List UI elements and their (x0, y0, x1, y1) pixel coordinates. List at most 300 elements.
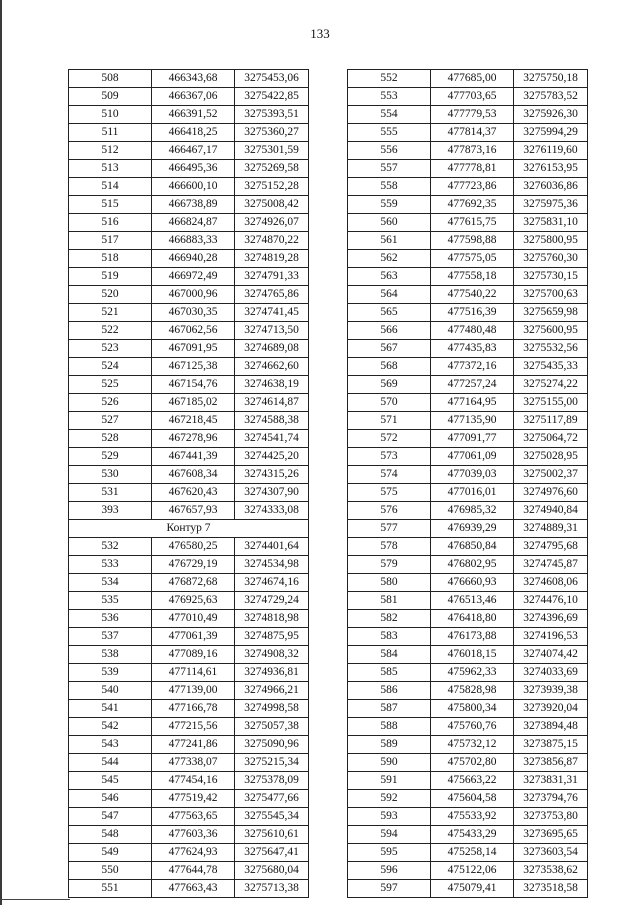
point-number-cell: 590 (348, 754, 431, 772)
y-coordinate-cell: 3275453,06 (235, 70, 309, 88)
x-coordinate-cell: 477663,43 (152, 880, 235, 898)
x-coordinate-cell: 476729,19 (152, 556, 235, 574)
table-row (348, 682, 588, 700)
y-coordinate-cell: 3275994,29 (514, 124, 588, 142)
table-row (69, 88, 309, 106)
x-coordinate-cell: 477644,78 (152, 862, 235, 880)
point-number-cell: 528 (69, 430, 152, 448)
point-number-cell: 552 (348, 70, 431, 88)
table-row (348, 322, 588, 340)
x-coordinate-cell: 477061,39 (152, 628, 235, 646)
y-coordinate-cell: 3275800,95 (514, 232, 588, 250)
point-number-cell: 593 (348, 808, 431, 826)
x-coordinate-cell: 475732,12 (431, 736, 514, 754)
table-row (348, 574, 588, 592)
point-number-cell: 577 (348, 520, 431, 538)
page-edge (0, 0, 2, 905)
y-coordinate-cell: 3274936,81 (235, 664, 309, 682)
x-coordinate-cell: 477814,37 (431, 124, 514, 142)
table-row (69, 124, 309, 142)
point-number-cell: 582 (348, 610, 431, 628)
x-coordinate-cell: 477480,48 (431, 322, 514, 340)
point-number-cell: 537 (69, 628, 152, 646)
y-coordinate-cell: 3275750,18 (514, 70, 588, 88)
table-row (348, 142, 588, 160)
x-coordinate-cell: 467125,38 (152, 358, 235, 376)
x-coordinate-cell: 467030,35 (152, 304, 235, 322)
table-row (69, 304, 309, 322)
point-number-cell: 595 (348, 844, 431, 862)
section-row (69, 520, 309, 538)
y-coordinate-cell: 3275477,66 (235, 790, 309, 808)
table-row (348, 376, 588, 394)
table-row (69, 736, 309, 754)
table-row (69, 844, 309, 862)
point-number-cell: 549 (69, 844, 152, 862)
point-number-cell: 529 (69, 448, 152, 466)
x-coordinate-cell: 466495,36 (152, 160, 235, 178)
y-coordinate-cell: 3274476,10 (514, 592, 588, 610)
x-coordinate-cell: 477598,88 (431, 232, 514, 250)
x-coordinate-cell: 475800,34 (431, 700, 514, 718)
point-number-cell: 597 (348, 880, 431, 898)
y-coordinate-cell: 3274608,06 (514, 574, 588, 592)
y-coordinate-cell: 3274976,60 (514, 484, 588, 502)
y-coordinate-cell: 3274741,45 (235, 304, 309, 322)
point-number-cell: 562 (348, 250, 431, 268)
x-coordinate-cell: 475828,98 (431, 682, 514, 700)
point-number-cell: 527 (69, 412, 152, 430)
y-coordinate-cell: 3275713,38 (235, 880, 309, 898)
table-row (69, 754, 309, 772)
y-coordinate-cell: 3274818,98 (235, 610, 309, 628)
y-coordinate-cell: 3273894,48 (514, 718, 588, 736)
x-coordinate-cell: 476660,93 (431, 574, 514, 592)
point-number-cell: 558 (348, 178, 431, 196)
x-coordinate-cell: 475663,22 (431, 772, 514, 790)
table-row (69, 178, 309, 196)
x-coordinate-cell: 466738,89 (152, 196, 235, 214)
y-coordinate-cell: 3274588,38 (235, 412, 309, 430)
y-coordinate-cell: 3274689,08 (235, 340, 309, 358)
table-row (348, 448, 588, 466)
x-coordinate-cell: 477624,93 (152, 844, 235, 862)
table-row (348, 592, 588, 610)
x-coordinate-cell: 477563,65 (152, 808, 235, 826)
table-row (69, 250, 309, 268)
x-coordinate-cell: 467000,96 (152, 286, 235, 304)
y-coordinate-cell: 3275926,30 (514, 106, 588, 124)
y-coordinate-cell: 3274662,60 (235, 358, 309, 376)
y-coordinate-cell: 3274889,31 (514, 520, 588, 538)
x-coordinate-cell: 466391,52 (152, 106, 235, 124)
point-number-cell: 546 (69, 790, 152, 808)
x-coordinate-cell: 467154,76 (152, 376, 235, 394)
table-row (69, 826, 309, 844)
y-coordinate-cell: 3274729,24 (235, 592, 309, 610)
point-number-cell: 550 (69, 862, 152, 880)
table-row (69, 412, 309, 430)
y-coordinate-cell: 3275215,34 (235, 754, 309, 772)
table-row (69, 106, 309, 124)
point-number-cell: 524 (69, 358, 152, 376)
x-coordinate-cell: 477779,53 (431, 106, 514, 124)
table-row (69, 538, 309, 556)
coordinates-table-right (347, 69, 588, 898)
table-row (69, 862, 309, 880)
y-coordinate-cell: 3273753,80 (514, 808, 588, 826)
x-coordinate-cell: 477603,36 (152, 826, 235, 844)
point-number-cell: 520 (69, 286, 152, 304)
y-coordinate-cell: 3275274,22 (514, 376, 588, 394)
table-row (348, 700, 588, 718)
table-row (348, 250, 588, 268)
y-coordinate-cell: 3275057,38 (235, 718, 309, 736)
x-coordinate-cell: 477089,16 (152, 646, 235, 664)
y-coordinate-cell: 3273518,58 (514, 880, 588, 898)
y-coordinate-cell: 3275760,30 (514, 250, 588, 268)
table-row (348, 358, 588, 376)
x-coordinate-cell: 477435,83 (431, 340, 514, 358)
table-row (348, 394, 588, 412)
x-coordinate-cell: 475760,76 (431, 718, 514, 736)
point-number-cell: 564 (348, 286, 431, 304)
table-row (348, 106, 588, 124)
point-number-cell: 587 (348, 700, 431, 718)
table-row (69, 430, 309, 448)
y-coordinate-cell: 3275975,36 (514, 196, 588, 214)
point-number-cell: 586 (348, 682, 431, 700)
y-coordinate-cell: 3273538,62 (514, 862, 588, 880)
table-row (348, 304, 588, 322)
table-row (348, 646, 588, 664)
x-coordinate-cell: 475122,06 (431, 862, 514, 880)
x-coordinate-cell: 476580,25 (152, 538, 235, 556)
x-coordinate-cell: 477010,49 (152, 610, 235, 628)
x-coordinate-cell: 477061,09 (431, 448, 514, 466)
x-coordinate-cell: 477685,00 (431, 70, 514, 88)
point-number-cell: 535 (69, 592, 152, 610)
x-coordinate-cell: 466883,33 (152, 232, 235, 250)
y-coordinate-cell: 3273939,38 (514, 682, 588, 700)
point-number-cell: 521 (69, 304, 152, 322)
table-row (348, 628, 588, 646)
x-coordinate-cell: 467441,39 (152, 448, 235, 466)
point-number-cell: 508 (69, 70, 152, 88)
table-row (69, 358, 309, 376)
point-number-cell: 512 (69, 142, 152, 160)
x-coordinate-cell: 477540,22 (431, 286, 514, 304)
x-coordinate-cell: 477615,75 (431, 214, 514, 232)
point-number-cell: 569 (348, 376, 431, 394)
table-row (348, 196, 588, 214)
y-coordinate-cell: 3274819,28 (235, 250, 309, 268)
y-coordinate-cell: 3275155,00 (514, 394, 588, 412)
y-coordinate-cell: 3274795,68 (514, 538, 588, 556)
y-coordinate-cell: 3275360,27 (235, 124, 309, 142)
x-coordinate-cell: 477257,24 (431, 376, 514, 394)
y-coordinate-cell: 3274425,20 (235, 448, 309, 466)
y-coordinate-cell: 3274196,53 (514, 628, 588, 646)
x-coordinate-cell: 477516,39 (431, 304, 514, 322)
y-coordinate-cell: 3274541,74 (235, 430, 309, 448)
point-number-cell: 560 (348, 214, 431, 232)
x-coordinate-cell: 476513,46 (431, 592, 514, 610)
x-coordinate-cell: 477215,56 (152, 718, 235, 736)
y-coordinate-cell: 3276153,95 (514, 160, 588, 178)
x-coordinate-cell: 476850,84 (431, 538, 514, 556)
point-number-cell: 513 (69, 160, 152, 178)
x-coordinate-cell: 475962,33 (431, 664, 514, 682)
x-coordinate-cell: 467218,45 (152, 412, 235, 430)
table-row (348, 754, 588, 772)
section-label: Контур 7 (69, 520, 309, 538)
y-coordinate-cell: 3275831,10 (514, 214, 588, 232)
point-number-cell: 519 (69, 268, 152, 286)
point-number-cell: 518 (69, 250, 152, 268)
y-coordinate-cell: 3273695,65 (514, 826, 588, 844)
point-number-cell: 517 (69, 232, 152, 250)
y-coordinate-cell: 3275647,41 (235, 844, 309, 862)
table-row (348, 286, 588, 304)
table-row (348, 790, 588, 808)
table-row (69, 286, 309, 304)
table-row (348, 772, 588, 790)
table-row (348, 862, 588, 880)
point-number-cell: 525 (69, 376, 152, 394)
point-number-cell: 544 (69, 754, 152, 772)
table-row (348, 232, 588, 250)
table-row (69, 484, 309, 502)
y-coordinate-cell: 3276036,86 (514, 178, 588, 196)
point-number-cell: 583 (348, 628, 431, 646)
y-coordinate-cell: 3274745,87 (514, 556, 588, 574)
y-coordinate-cell: 3274396,69 (514, 610, 588, 628)
table-row (69, 196, 309, 214)
x-coordinate-cell: 475079,41 (431, 880, 514, 898)
point-number-cell: 585 (348, 664, 431, 682)
table-row (348, 826, 588, 844)
point-number-cell: 393 (69, 502, 152, 520)
point-number-cell: 566 (348, 322, 431, 340)
point-number-cell: 530 (69, 466, 152, 484)
x-coordinate-cell: 476173,88 (431, 628, 514, 646)
coordinates-table-left (68, 69, 309, 898)
x-coordinate-cell: 476939,29 (431, 520, 514, 538)
x-coordinate-cell: 477164,95 (431, 394, 514, 412)
x-coordinate-cell: 477558,18 (431, 268, 514, 286)
x-coordinate-cell: 466940,28 (152, 250, 235, 268)
point-number-cell: 579 (348, 556, 431, 574)
point-number-cell: 543 (69, 736, 152, 754)
x-coordinate-cell: 475533,92 (431, 808, 514, 826)
table-row (348, 520, 588, 538)
x-coordinate-cell: 475258,14 (431, 844, 514, 862)
table-row (348, 880, 588, 898)
table-row (69, 718, 309, 736)
point-number-cell: 541 (69, 700, 152, 718)
y-coordinate-cell: 3274966,21 (235, 682, 309, 700)
point-number-cell: 516 (69, 214, 152, 232)
y-coordinate-cell: 3274033,69 (514, 664, 588, 682)
footer-rule (0, 899, 70, 900)
point-number-cell: 592 (348, 790, 431, 808)
x-coordinate-cell: 477166,78 (152, 700, 235, 718)
x-coordinate-cell: 476985,32 (431, 502, 514, 520)
table-row (348, 160, 588, 178)
y-coordinate-cell: 3274908,32 (235, 646, 309, 664)
table-row (69, 340, 309, 358)
point-number-cell: 548 (69, 826, 152, 844)
x-coordinate-cell: 476018,15 (431, 646, 514, 664)
point-number-cell: 570 (348, 394, 431, 412)
y-coordinate-cell: 3275680,04 (235, 862, 309, 880)
y-coordinate-cell: 3273856,87 (514, 754, 588, 772)
point-number-cell: 557 (348, 160, 431, 178)
table-row (348, 664, 588, 682)
x-coordinate-cell: 477778,81 (431, 160, 514, 178)
x-coordinate-cell: 477454,16 (152, 772, 235, 790)
table-row (348, 268, 588, 286)
table-row (348, 736, 588, 754)
y-coordinate-cell: 3275730,15 (514, 268, 588, 286)
x-coordinate-cell: 477692,35 (431, 196, 514, 214)
x-coordinate-cell: 476418,80 (431, 610, 514, 628)
x-coordinate-cell: 467091,95 (152, 340, 235, 358)
table-row (348, 88, 588, 106)
x-coordinate-cell: 467185,02 (152, 394, 235, 412)
y-coordinate-cell: 3274638,19 (235, 376, 309, 394)
table-row (348, 808, 588, 826)
x-coordinate-cell: 477703,65 (431, 88, 514, 106)
table-row (69, 376, 309, 394)
x-coordinate-cell: 476872,68 (152, 574, 235, 592)
table-row (69, 394, 309, 412)
x-coordinate-cell: 475604,58 (431, 790, 514, 808)
x-coordinate-cell: 477372,16 (431, 358, 514, 376)
y-coordinate-cell: 3275028,95 (514, 448, 588, 466)
point-number-cell: 576 (348, 502, 431, 520)
y-coordinate-cell: 3274401,64 (235, 538, 309, 556)
x-coordinate-cell: 475702,80 (431, 754, 514, 772)
point-number-cell: 591 (348, 772, 431, 790)
table-row (69, 880, 309, 898)
y-coordinate-cell: 3274315,26 (235, 466, 309, 484)
x-coordinate-cell: 466972,49 (152, 268, 235, 286)
x-coordinate-cell: 467062,56 (152, 322, 235, 340)
table-row (348, 412, 588, 430)
table-row (69, 502, 309, 520)
y-coordinate-cell: 3273831,31 (514, 772, 588, 790)
y-coordinate-cell: 3274765,86 (235, 286, 309, 304)
table-row (348, 538, 588, 556)
table-row (348, 844, 588, 862)
point-number-cell: 551 (69, 880, 152, 898)
y-coordinate-cell: 3275090,96 (235, 736, 309, 754)
y-coordinate-cell: 3275659,98 (514, 304, 588, 322)
x-coordinate-cell: 467608,34 (152, 466, 235, 484)
point-number-cell: 511 (69, 124, 152, 142)
point-number-cell: 556 (348, 142, 431, 160)
point-number-cell: 545 (69, 772, 152, 790)
x-coordinate-cell: 477139,00 (152, 682, 235, 700)
table-row (69, 592, 309, 610)
y-coordinate-cell: 3275152,28 (235, 178, 309, 196)
y-coordinate-cell: 3275610,61 (235, 826, 309, 844)
y-coordinate-cell: 3274940,84 (514, 502, 588, 520)
table-row (69, 646, 309, 664)
point-number-cell: 554 (348, 106, 431, 124)
point-number-cell: 536 (69, 610, 152, 628)
y-coordinate-cell: 3274998,58 (235, 700, 309, 718)
point-number-cell: 514 (69, 178, 152, 196)
table-row (69, 70, 309, 88)
table-row (348, 718, 588, 736)
point-number-cell: 540 (69, 682, 152, 700)
point-number-cell: 538 (69, 646, 152, 664)
table-row (348, 502, 588, 520)
table-row (69, 466, 309, 484)
point-number-cell: 532 (69, 538, 152, 556)
y-coordinate-cell: 3275700,63 (514, 286, 588, 304)
table-row (69, 682, 309, 700)
table-row (69, 610, 309, 628)
y-coordinate-cell: 3275600,95 (514, 322, 588, 340)
y-coordinate-cell: 3275002,37 (514, 466, 588, 484)
point-number-cell: 589 (348, 736, 431, 754)
y-coordinate-cell: 3273794,76 (514, 790, 588, 808)
point-number-cell: 542 (69, 718, 152, 736)
y-coordinate-cell: 3274870,22 (235, 232, 309, 250)
x-coordinate-cell: 477873,16 (431, 142, 514, 160)
point-number-cell: 581 (348, 592, 431, 610)
point-number-cell: 580 (348, 574, 431, 592)
table-row (348, 556, 588, 574)
x-coordinate-cell: 477519,42 (152, 790, 235, 808)
table-row (348, 610, 588, 628)
y-coordinate-cell: 3275269,58 (235, 160, 309, 178)
point-number-cell: 594 (348, 826, 431, 844)
table-row (69, 772, 309, 790)
point-number-cell: 526 (69, 394, 152, 412)
table-row (348, 70, 588, 88)
table-row (69, 268, 309, 286)
point-number-cell: 510 (69, 106, 152, 124)
x-coordinate-cell: 467278,96 (152, 430, 235, 448)
page-number: 133 (310, 26, 330, 41)
point-number-cell: 588 (348, 718, 431, 736)
point-number-cell: 547 (69, 808, 152, 826)
table-row (69, 574, 309, 592)
y-coordinate-cell: 3274074,42 (514, 646, 588, 664)
table-row (69, 322, 309, 340)
y-coordinate-cell: 3273603,54 (514, 844, 588, 862)
y-coordinate-cell: 3275422,85 (235, 88, 309, 106)
y-coordinate-cell: 3273920,04 (514, 700, 588, 718)
y-coordinate-cell: 3276119,60 (514, 142, 588, 160)
y-coordinate-cell: 3275532,56 (514, 340, 588, 358)
x-coordinate-cell: 467620,43 (152, 484, 235, 502)
y-coordinate-cell: 3275378,09 (235, 772, 309, 790)
x-coordinate-cell: 477114,61 (152, 664, 235, 682)
y-coordinate-cell: 3275301,59 (235, 142, 309, 160)
point-number-cell: 584 (348, 646, 431, 664)
y-coordinate-cell: 3275008,42 (235, 196, 309, 214)
point-number-cell: 553 (348, 88, 431, 106)
table-row (348, 466, 588, 484)
y-coordinate-cell: 3273875,15 (514, 736, 588, 754)
point-number-cell: 574 (348, 466, 431, 484)
